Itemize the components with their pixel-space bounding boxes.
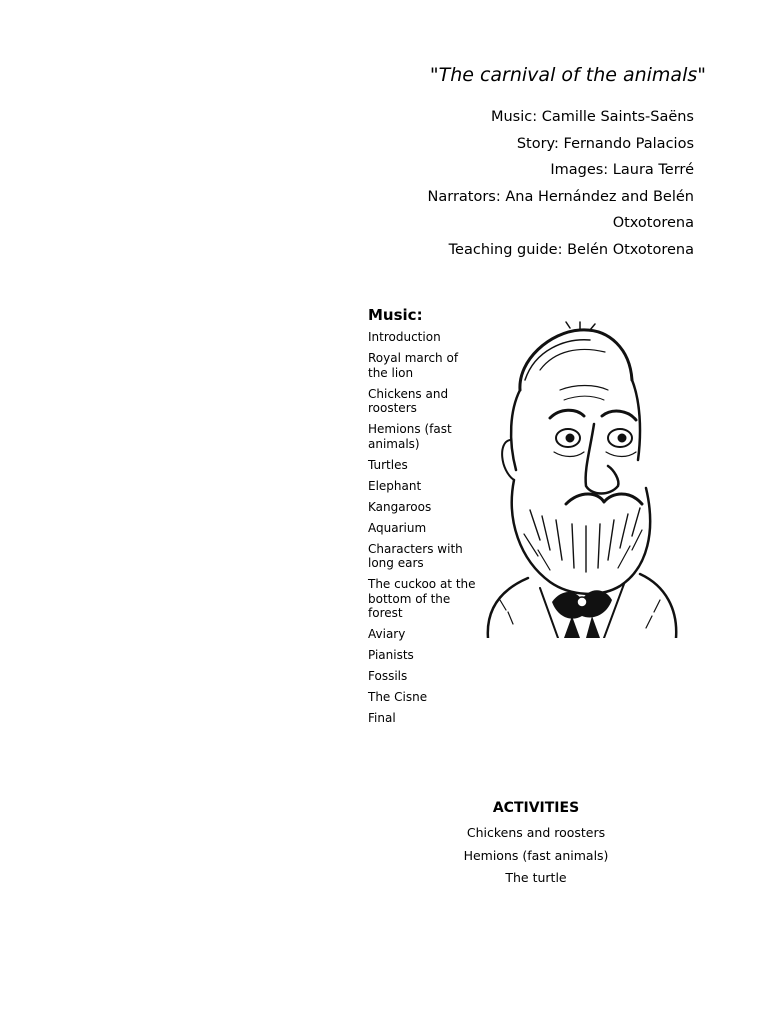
list-item: Hemions (fast animals) bbox=[368, 422, 452, 451]
activities-section bbox=[436, 800, 636, 890]
list-item: The turtle bbox=[505, 870, 567, 885]
list-item: Characters with long ears bbox=[368, 541, 463, 571]
list-item: Fossils bbox=[368, 669, 408, 684]
list-item: Introduction bbox=[368, 330, 441, 344]
list-item: Turtles bbox=[368, 457, 408, 472]
activities-list bbox=[436, 822, 636, 890]
list-item: Pianists bbox=[368, 648, 414, 663]
list-item: The Cisne bbox=[368, 690, 428, 705]
list-item: Royal march of the lion bbox=[368, 350, 459, 380]
activities-heading: ACTIVITIES bbox=[492, 800, 580, 816]
list-item: Aviary bbox=[368, 627, 406, 642]
credit-story: Story: Fernando Palacios bbox=[516, 135, 694, 152]
list-item: Final bbox=[368, 711, 396, 726]
credit-narrators: Narrators: Ana Hernández and Belén bbox=[427, 188, 694, 205]
list-item: Chickens and roosters bbox=[368, 386, 449, 416]
credit-images: Images: Laura Terré bbox=[550, 162, 694, 178]
credit-narrators-cont: Otxotorena bbox=[612, 215, 694, 231]
document-title: "The carnival of the animals" bbox=[429, 64, 706, 86]
credit-music: Music: Camille Saints-Saëns bbox=[490, 109, 694, 125]
music-heading: Music: bbox=[368, 306, 423, 324]
list-item: The cuckoo at the bottom of the forest bbox=[368, 577, 476, 621]
credit-teaching-guide: Teaching guide: Belén Otxotorena bbox=[448, 241, 694, 258]
composer-portrait bbox=[480, 320, 680, 638]
list-item: Kangaroos bbox=[368, 499, 432, 514]
track-list bbox=[368, 330, 480, 732]
list-item: Elephant bbox=[368, 478, 422, 493]
list-item: Chickens and roosters bbox=[466, 825, 606, 840]
credits-block bbox=[394, 104, 694, 263]
list-item: Hemions (fast animals) bbox=[463, 847, 609, 863]
list-item: Aquarium bbox=[368, 520, 427, 535]
